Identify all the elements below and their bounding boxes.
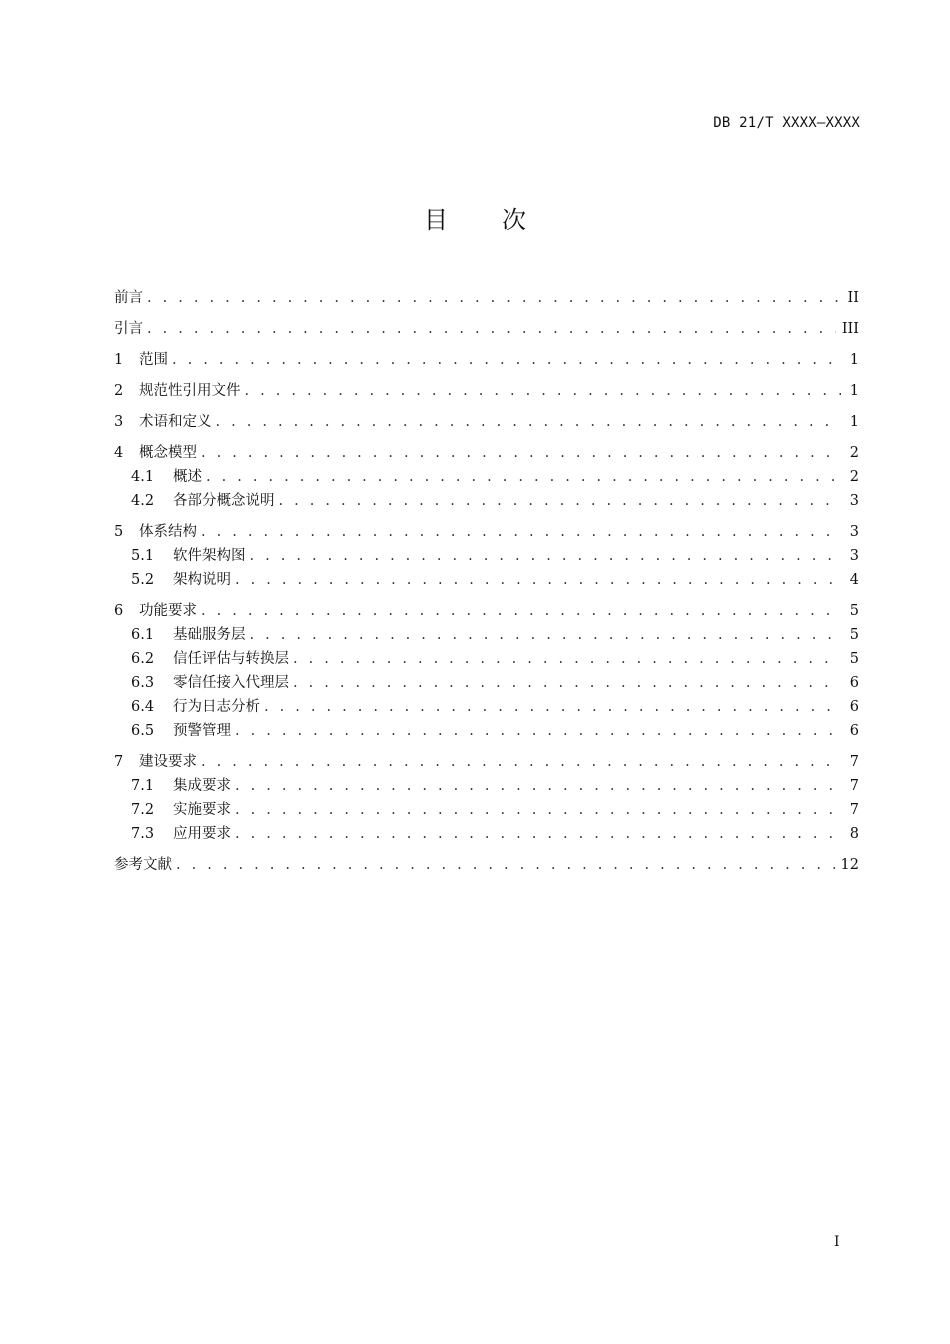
toc-entry-number: 1 [114,352,124,368]
toc-entry-label: 应用要求 [173,826,231,842]
toc-title: 目次 [424,206,580,234]
toc-leader-dots [250,623,842,647]
toc-leader-dots [264,695,841,719]
toc-entry-number: 7.2 [131,802,155,818]
toc-entry-number: 4.1 [131,469,155,485]
toc-entry-page: 1 [849,414,859,430]
toc-entry-label: 概念模型 [139,445,197,461]
toc-entry-label: 预警管理 [173,723,231,739]
toc-entry-page: 5 [849,651,859,667]
toc-entry-label: 零信任接入代理层 [173,675,289,691]
toc-entry-label: 体系结构 [139,524,197,540]
toc-entry-number: 7.1 [131,778,155,794]
table-of-contents [114,286,859,877]
toc-leader-dots [201,599,841,623]
toc-entry-trust-evaluation-layer[interactable] [114,647,859,671]
toc-entry-label: 建设要求 [139,754,197,770]
toc-entry-label: 各部分概念说明 [173,493,275,509]
toc-entry-introduction[interactable] [114,317,859,341]
toc-entry-label: 引言 [114,321,143,337]
toc-entry-alert-management[interactable] [114,719,859,743]
toc-entry-number: 5.1 [131,548,155,564]
toc-leader-dots [235,822,841,846]
toc-leader-dots [176,853,835,877]
toc-leader-dots [245,379,842,403]
toc-entry-terms-definitions[interactable] [114,410,859,434]
toc-entry-page: 7 [849,778,859,794]
toc-entry-number: 3 [114,414,124,430]
toc-entry-integration-requirements[interactable] [114,774,859,798]
toc-entry-label: 基础服务层 [173,627,246,643]
toc-leader-dots [235,774,841,798]
toc-entry-page: 2 [849,469,859,485]
toc-entry-number: 7 [114,754,124,770]
toc-leader-dots [235,568,841,592]
toc-entry-page: 7 [849,754,859,770]
toc-leader-dots [293,647,841,671]
toc-entry-label: 术语和定义 [139,414,212,430]
toc-leader-dots [201,520,841,544]
toc-entry-label: 概述 [173,469,202,485]
toc-entry-label: 范围 [139,352,168,368]
toc-entry-label: 功能要求 [139,603,197,619]
toc-entry-number: 7.3 [131,826,155,842]
toc-entry-implementation-requirements[interactable] [114,798,859,822]
toc-entry-application-requirements[interactable] [114,822,859,846]
toc-entry-page: 6 [849,699,859,715]
toc-entry-page: 3 [849,493,859,509]
toc-entry-page: 7 [849,802,859,818]
toc-entry-page: 1 [849,352,859,368]
toc-entry-behavior-log-analysis[interactable] [114,695,859,719]
toc-entry-number: 6.5 [131,723,155,739]
toc-entry-number: 6 [114,603,124,619]
toc-entry-number: 2 [114,383,124,399]
toc-entry-number: 4 [114,445,124,461]
toc-leader-dots [172,348,841,372]
toc-entry-zero-trust-proxy-layer[interactable] [114,671,859,695]
toc-entry-label: 信任评估与转换层 [173,651,289,667]
toc-leader-dots [201,750,841,774]
toc-entry-overview[interactable] [114,465,859,489]
toc-entry-construction-requirements[interactable] [114,750,859,774]
toc-entry-normative-references[interactable] [114,379,859,403]
toc-leader-dots [216,410,842,434]
toc-entry-label: 参考文献 [114,857,172,873]
toc-entry-page: 12 [840,857,859,873]
document-code: DB 21/T XXXX—XXXX [713,115,860,131]
toc-leader-dots [279,489,842,513]
toc-entry-page: 8 [849,826,859,842]
toc-entry-concept-model[interactable] [114,441,859,465]
toc-entry-basic-service-layer[interactable] [114,623,859,647]
toc-entry-number: 4.2 [131,493,155,509]
page-number: I [834,1234,840,1250]
toc-leader-dots [293,671,841,695]
toc-entry-bibliography[interactable] [114,853,859,877]
toc-entry-page: 3 [849,548,859,564]
toc-leader-dots [235,798,841,822]
toc-entry-page: 5 [849,627,859,643]
toc-entry-concept-description[interactable] [114,489,859,513]
toc-entry-number: 6.4 [131,699,155,715]
toc-entry-label: 实施要求 [173,802,231,818]
toc-entry-page: 3 [849,524,859,540]
toc-entry-number: 5 [114,524,124,540]
toc-entry-number: 6.3 [131,675,155,691]
toc-entry-label: 集成要求 [173,778,231,794]
toc-entry-number: 5.2 [131,572,155,588]
toc-entry-label: 前言 [114,290,143,306]
toc-entry-page: III [841,321,859,337]
toc-entry-label: 行为日志分析 [173,699,260,715]
toc-entry-page: 4 [849,572,859,588]
toc-entry-label: 软件架构图 [173,548,246,564]
toc-entry-architecture[interactable] [114,520,859,544]
toc-entry-number: 6.1 [131,627,155,643]
toc-entry-label: 规范性引用文件 [139,383,241,399]
toc-entry-page: 5 [849,603,859,619]
toc-entry-label: 架构说明 [173,572,231,588]
toc-entry-architecture-description[interactable] [114,568,859,592]
toc-leader-dots [147,317,836,341]
toc-leader-dots [201,441,841,465]
toc-entry-software-architecture-diagram[interactable] [114,544,859,568]
toc-leader-dots [206,465,841,489]
toc-entry-foreword[interactable] [114,286,859,310]
toc-entry-functional-requirements[interactable] [114,599,859,623]
toc-entry-page: 6 [849,723,859,739]
toc-leader-dots [250,544,842,568]
toc-entry-page: 6 [849,675,859,691]
toc-entry-page: 2 [849,445,859,461]
toc-entry-scope[interactable] [114,348,859,372]
toc-entry-page: 1 [849,383,859,399]
toc-entry-page: II [847,290,859,306]
toc-leader-dots [147,286,841,310]
toc-entry-number: 6.2 [131,651,155,667]
toc-leader-dots [235,719,841,743]
